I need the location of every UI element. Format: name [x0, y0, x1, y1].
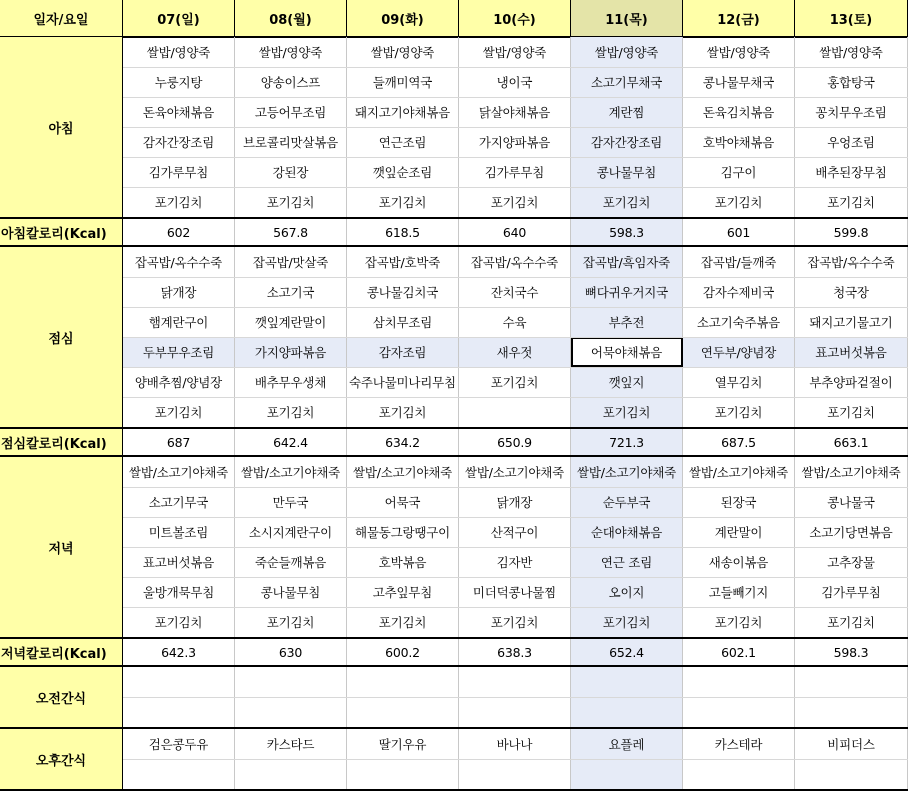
am_snack-cell[interactable] — [795, 667, 908, 697]
row-gridline — [0, 607, 908, 608]
row-gridline — [0, 337, 908, 338]
am_snack-label[interactable]: 오전간식 — [0, 667, 123, 727]
lunch-calorie-value[interactable]: 634.2 — [347, 429, 459, 455]
header-day-4[interactable]: 10(수) — [459, 0, 571, 36]
pm_snack-cell[interactable] — [459, 759, 571, 789]
header-day-1[interactable]: 07(일) — [123, 0, 235, 36]
dinner-cell[interactable]: 계란말이 — [683, 517, 795, 547]
header-day-7[interactable]: 13(토) — [795, 0, 908, 36]
dinner-cell[interactable]: 죽순들깨볶음 — [235, 547, 347, 577]
dinner-cell[interactable]: 오이지 — [571, 577, 683, 607]
breakfast-cell[interactable]: 포기김치 — [683, 187, 795, 217]
breakfast-cell[interactable]: 쌀밥/영양죽 — [459, 37, 571, 67]
lunch-cell[interactable]: 잔치국수 — [459, 277, 571, 307]
lunch-cell[interactable]: 잡곡밥/들깨죽 — [683, 247, 795, 277]
dinner-cell[interactable]: 만두국 — [235, 487, 347, 517]
row-gridline — [0, 67, 908, 68]
row-gridline — [0, 187, 908, 188]
dinner-cell[interactable]: 미트볼조림 — [123, 517, 235, 547]
breakfast-cell[interactable]: 연근조림 — [347, 127, 459, 157]
breakfast-cell[interactable]: 배추된장무침 — [795, 157, 908, 187]
lunch-cell[interactable]: 숙주나물미나리무침 — [347, 367, 459, 397]
lunch-calorie-value[interactable]: 650.9 — [459, 429, 571, 455]
dinner-calorie-value[interactable]: 598.3 — [795, 639, 908, 665]
lunch-cell[interactable]: 잡곡밥/맛살죽 — [235, 247, 347, 277]
am_snack-cell[interactable] — [571, 697, 683, 727]
dinner-cell[interactable]: 고추장물 — [795, 547, 908, 577]
dinner-cell[interactable]: 소고기당면볶음 — [795, 517, 908, 547]
breakfast-cell[interactable]: 콩나물무채국 — [683, 67, 795, 97]
breakfast-cell[interactable]: 콩나물무침 — [571, 157, 683, 187]
lunch-cell[interactable]: 깻잎계란말이 — [235, 307, 347, 337]
pm_snack-cell[interactable]: 카스테라 — [683, 729, 795, 759]
breakfast-cell[interactable]: 포기김치 — [235, 187, 347, 217]
dinner-cell[interactable]: 쌀밥/소고기야채죽 — [123, 457, 235, 487]
am_snack-cell[interactable] — [347, 667, 459, 697]
pm_snack-cell[interactable]: 비피더스 — [795, 729, 908, 759]
dinner-cell[interactable]: 포기김치 — [683, 607, 795, 637]
breakfast-cell[interactable]: 돈육야채볶음 — [123, 97, 235, 127]
dinner-cell[interactable]: 표고버섯볶음 — [123, 547, 235, 577]
lunch-cell[interactable]: 포기김치 — [795, 397, 908, 427]
dinner-calorie-value[interactable]: 600.2 — [347, 639, 459, 665]
lunch-calorie-value[interactable]: 642.4 — [235, 429, 347, 455]
breakfast-calorie-value[interactable]: 599.8 — [795, 219, 908, 245]
row-gridline — [0, 97, 908, 98]
dinner-cell[interactable]: 김자반 — [459, 547, 571, 577]
breakfast-cell[interactable]: 냉이국 — [459, 67, 571, 97]
pm_snack-label[interactable]: 오후간식 — [0, 729, 123, 789]
lunch-cell[interactable]: 새우젓 — [459, 337, 571, 367]
am_snack-cell[interactable] — [123, 697, 235, 727]
lunch-cell[interactable]: 잡곡밥/옥수수죽 — [795, 247, 908, 277]
breakfast-calorie-value[interactable]: 598.3 — [571, 219, 683, 245]
dinner-label[interactable]: 저녁 — [0, 457, 123, 637]
breakfast-cell[interactable]: 고등어무조림 — [235, 97, 347, 127]
header-day-6[interactable]: 12(금) — [683, 0, 795, 36]
lunch-cell[interactable]: 소고기숙주볶음 — [683, 307, 795, 337]
lunch-cell[interactable]: 포기김치 — [235, 397, 347, 427]
dinner-cell[interactable]: 울방개묵무침 — [123, 577, 235, 607]
lunch-cell[interactable]: 가지양파볶음 — [235, 337, 347, 367]
pm_snack-cell[interactable]: 요플레 — [571, 729, 683, 759]
lunch-cell[interactable]: 표고버섯볶음 — [795, 337, 908, 367]
lunch-cell[interactable]: 포기김치 — [347, 397, 459, 427]
dinner-cell[interactable]: 호박볶음 — [347, 547, 459, 577]
breakfast-calorie-value[interactable]: 618.5 — [347, 219, 459, 245]
dinner-cell[interactable]: 된장국 — [683, 487, 795, 517]
am_snack-cell[interactable] — [459, 667, 571, 697]
pm_snack-cell[interactable]: 검은콩두유 — [123, 729, 235, 759]
breakfast-cell[interactable]: 쌀밥/영양죽 — [571, 37, 683, 67]
lunch-cell[interactable]: 어묵야채볶음 — [571, 337, 683, 367]
breakfast-cell[interactable]: 홍합탕국 — [795, 67, 908, 97]
pm_snack-cell[interactable] — [235, 759, 347, 789]
breakfast-calorie-label[interactable]: 아침칼로리(Kcal) — [0, 219, 123, 245]
pm_snack-cell[interactable] — [347, 759, 459, 789]
dinner-cell[interactable]: 포기김치 — [235, 607, 347, 637]
lunch-cell[interactable]: 배추무우생채 — [235, 367, 347, 397]
breakfast-cell[interactable]: 돼지고기야채볶음 — [347, 97, 459, 127]
pm_snack-cell[interactable]: 바나나 — [459, 729, 571, 759]
am_snack-cell[interactable] — [347, 697, 459, 727]
label-column-divider — [122, 0, 123, 788]
lunch-cell[interactable]: 연두부/양념장 — [683, 337, 795, 367]
breakfast-cell[interactable]: 김가루무침 — [459, 157, 571, 187]
breakfast-cell[interactable]: 우엉조림 — [795, 127, 908, 157]
am_snack-cell[interactable] — [683, 667, 795, 697]
breakfast-cell[interactable]: 가지양파볶음 — [459, 127, 571, 157]
dinner-cell[interactable]: 새송이볶음 — [683, 547, 795, 577]
lunch-calorie-value[interactable]: 687.5 — [683, 429, 795, 455]
breakfast-cell[interactable]: 포기김치 — [571, 187, 683, 217]
dinner-cell[interactable]: 쌀밥/소고기야채죽 — [235, 457, 347, 487]
dinner-cell[interactable]: 쌀밥/소고기야채죽 — [347, 457, 459, 487]
row-gridline — [0, 157, 908, 158]
breakfast-cell[interactable]: 깻잎순조림 — [347, 157, 459, 187]
lunch-cell[interactable]: 포기김치 — [683, 397, 795, 427]
breakfast-cell[interactable]: 포기김치 — [795, 187, 908, 217]
pm_snack-cell[interactable] — [123, 759, 235, 789]
breakfast-cell[interactable]: 쌀밥/영양죽 — [795, 37, 908, 67]
dinner-calorie-label[interactable]: 저녁칼로리(Kcal) — [0, 639, 123, 665]
lunch-cell[interactable]: 잡곡밥/흑임자죽 — [571, 247, 683, 277]
row-gridline — [0, 517, 908, 518]
lunch-calorie-value[interactable]: 663.1 — [795, 429, 908, 455]
breakfast-label[interactable]: 아침 — [0, 37, 123, 217]
breakfast-cell[interactable]: 브로콜리맛살볶음 — [235, 127, 347, 157]
dinner-cell[interactable]: 포기김치 — [347, 607, 459, 637]
dinner-calorie-value[interactable]: 630 — [235, 639, 347, 665]
pm_snack-cell[interactable] — [683, 759, 795, 789]
header-day-5[interactable]: 11(목) — [571, 0, 683, 36]
dinner-cell[interactable]: 연근 조림 — [571, 547, 683, 577]
breakfast-cell[interactable]: 들깨미역국 — [347, 67, 459, 97]
lunch-cell[interactable]: 감자조림 — [347, 337, 459, 367]
breakfast-cell[interactable]: 누룽지탕 — [123, 67, 235, 97]
dinner-cell[interactable]: 콩나물국 — [795, 487, 908, 517]
lunch-cell[interactable]: 햄계란구이 — [123, 307, 235, 337]
lunch-cell[interactable]: 포기김치 — [459, 367, 571, 397]
pm_snack-cell[interactable] — [571, 759, 683, 789]
dinner-cell[interactable]: 고추잎무침 — [347, 577, 459, 607]
dinner-cell[interactable]: 포기김치 — [123, 607, 235, 637]
header-day-3[interactable]: 09(화) — [347, 0, 459, 36]
lunch-cell[interactable]: 열무김치 — [683, 367, 795, 397]
lunch-cell[interactable]: 콩나물김치국 — [347, 277, 459, 307]
lunch-cell[interactable]: 소고기국 — [235, 277, 347, 307]
breakfast-cell[interactable]: 돈육김치볶음 — [683, 97, 795, 127]
breakfast-cell[interactable]: 감자간장조림 — [123, 127, 235, 157]
breakfast-cell[interactable]: 쌀밥/영양죽 — [683, 37, 795, 67]
dinner-cell[interactable]: 쌀밥/소고기야채죽 — [459, 457, 571, 487]
dinner-cell[interactable]: 닭개장 — [459, 487, 571, 517]
breakfast-calorie-value[interactable]: 601 — [683, 219, 795, 245]
lunch-cell[interactable]: 잡곡밥/옥수수죽 — [459, 247, 571, 277]
lunch-cell[interactable]: 돼지고기물고기 — [795, 307, 908, 337]
am_snack-cell[interactable] — [683, 697, 795, 727]
row-gridline — [0, 367, 908, 368]
dinner-cell[interactable]: 포기김치 — [795, 607, 908, 637]
lunch-calorie-label[interactable]: 점심칼로리(Kcal) — [0, 429, 123, 455]
dinner-cell[interactable]: 포기김치 — [459, 607, 571, 637]
breakfast-calorie-value[interactable]: 602 — [123, 219, 235, 245]
row-gridline — [0, 277, 908, 278]
dinner-cell[interactable]: 순두부국 — [571, 487, 683, 517]
pm_snack-cell[interactable] — [795, 759, 908, 789]
am_snack-cell[interactable] — [459, 697, 571, 727]
lunch-calorie-value[interactable]: 721.3 — [571, 429, 683, 455]
header-day-2[interactable]: 08(월) — [235, 0, 347, 36]
breakfast-cell[interactable]: 감자간장조림 — [571, 127, 683, 157]
lunch-cell[interactable] — [459, 397, 571, 427]
breakfast-cell[interactable]: 쌀밥/영양죽 — [123, 37, 235, 67]
dinner-cell[interactable]: 순대야채볶음 — [571, 517, 683, 547]
am_snack-cell[interactable] — [123, 667, 235, 697]
lunch-cell[interactable]: 닭개장 — [123, 277, 235, 307]
am_snack-cell[interactable] — [571, 667, 683, 697]
lunch-cell[interactable]: 깻잎지 — [571, 367, 683, 397]
row-gridline — [0, 697, 908, 698]
lunch-cell[interactable]: 잡곡밥/호박죽 — [347, 247, 459, 277]
dinner-cell[interactable]: 산적구이 — [459, 517, 571, 547]
lunch-cell[interactable]: 포기김치 — [123, 397, 235, 427]
row-gridline — [0, 487, 908, 488]
header-corner-cell[interactable]: 일자/요일 — [0, 0, 123, 36]
dinner-cell[interactable]: 포기김치 — [571, 607, 683, 637]
breakfast-cell[interactable]: 포기김치 — [347, 187, 459, 217]
dinner-cell[interactable]: 소시지계란구이 — [235, 517, 347, 547]
breakfast-cell[interactable]: 강된장 — [235, 157, 347, 187]
row-gridline — [0, 547, 908, 548]
lunch-cell[interactable]: 감자수제비국 — [683, 277, 795, 307]
lunch-cell[interactable]: 부추양파겉절이 — [795, 367, 908, 397]
dinner-cell[interactable]: 어묵국 — [347, 487, 459, 517]
breakfast-calorie-value[interactable]: 640 — [459, 219, 571, 245]
pm_snack-cell[interactable]: 카스타드 — [235, 729, 347, 759]
lunch-cell[interactable]: 청국장 — [795, 277, 908, 307]
dinner-cell[interactable]: 김가루무침 — [795, 577, 908, 607]
breakfast-cell[interactable]: 쌀밥/영양죽 — [347, 37, 459, 67]
dinner-cell[interactable]: 쌀밥/소고기야채죽 — [571, 457, 683, 487]
am_snack-cell[interactable] — [235, 667, 347, 697]
lunch-cell[interactable]: 양배추찜/양념장 — [123, 367, 235, 397]
am_snack-cell[interactable] — [795, 697, 908, 727]
breakfast-cell[interactable]: 양송이스프 — [235, 67, 347, 97]
row-gridline — [0, 577, 908, 578]
lunch-cell[interactable]: 포기김치 — [571, 397, 683, 427]
breakfast-calorie-value[interactable]: 567.8 — [235, 219, 347, 245]
row-gridline — [0, 127, 908, 128]
breakfast-cell[interactable]: 소고기무채국 — [571, 67, 683, 97]
row-gridline — [0, 759, 908, 760]
am_snack-cell[interactable] — [235, 697, 347, 727]
breakfast-cell[interactable]: 호박야채볶음 — [683, 127, 795, 157]
dinner-cell[interactable]: 콩나물무침 — [235, 577, 347, 607]
row-gridline — [0, 397, 908, 398]
pm_snack-cell[interactable]: 딸기우유 — [347, 729, 459, 759]
breakfast-cell[interactable]: 계란찜 — [571, 97, 683, 127]
dinner-calorie-value[interactable]: 602.1 — [683, 639, 795, 665]
lunch-cell[interactable]: 두부무우조림 — [123, 337, 235, 367]
row-gridline — [0, 307, 908, 308]
breakfast-cell[interactable]: 김가루무침 — [123, 157, 235, 187]
lunch-label[interactable]: 점심 — [0, 247, 123, 427]
lunch-cell[interactable]: 부추전 — [571, 307, 683, 337]
breakfast-cell[interactable]: 포기김치 — [123, 187, 235, 217]
dinner-cell[interactable]: 소고기무국 — [123, 487, 235, 517]
lunch-calorie-value[interactable]: 687 — [123, 429, 235, 455]
dinner-calorie-value[interactable]: 638.3 — [459, 639, 571, 665]
dinner-cell[interactable]: 고들빼기지 — [683, 577, 795, 607]
breakfast-cell[interactable]: 포기김치 — [459, 187, 571, 217]
breakfast-cell[interactable]: 김구이 — [683, 157, 795, 187]
dinner-cell[interactable]: 쌀밥/소고기야채죽 — [683, 457, 795, 487]
breakfast-cell[interactable]: 닭살야채볶음 — [459, 97, 571, 127]
dinner-calorie-value[interactable]: 652.4 — [571, 639, 683, 665]
lunch-cell[interactable]: 잡곡밥/옥수수죽 — [123, 247, 235, 277]
breakfast-cell[interactable]: 쌀밥/영양죽 — [235, 37, 347, 67]
dinner-cell[interactable]: 해물동그랑땡구이 — [347, 517, 459, 547]
breakfast-cell[interactable]: 꽁치무우조림 — [795, 97, 908, 127]
dinner-calorie-value[interactable]: 642.3 — [123, 639, 235, 665]
dinner-cell[interactable]: 쌀밥/소고기야채죽 — [795, 457, 908, 487]
lunch-cell[interactable]: 뼈다귀우거지국 — [571, 277, 683, 307]
dinner-cell[interactable]: 미더덕콩나물찜 — [459, 577, 571, 607]
lunch-cell[interactable]: 수육 — [459, 307, 571, 337]
lunch-cell[interactable]: 삼치무조림 — [347, 307, 459, 337]
